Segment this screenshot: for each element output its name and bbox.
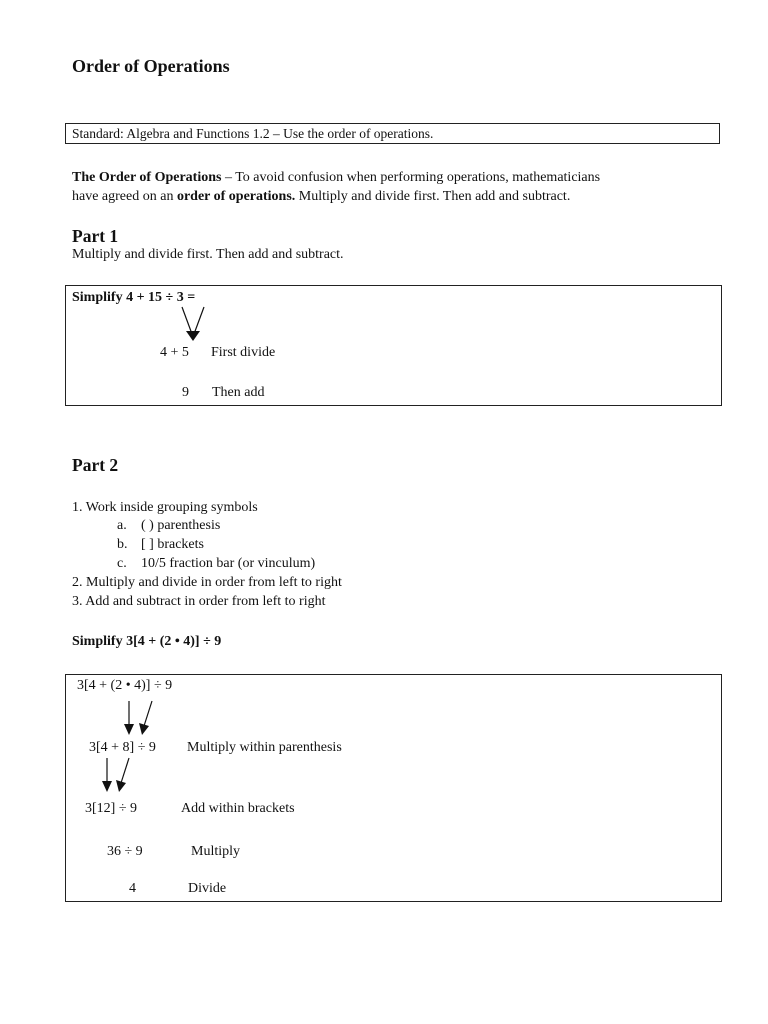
part2-step4-expr: 36 ÷ 9 [107,844,143,859]
intro-line2-start: have agreed on an [72,189,177,204]
part1-rule: Multiply and divide first. Then add and subtract. [72,247,344,262]
page-title: Order of Operations [72,56,230,76]
standard-box [65,123,720,144]
part2-subitem-a-text: ( ) parenthesis [141,518,221,533]
part2-rule-1: 1. Work inside grouping symbols [72,500,258,515]
part2-step4-note: Multiply [191,844,241,859]
part1-step1-expr: 4 + 5 [160,345,189,360]
intro-line-1 [72,168,600,187]
part2-step3-note: Add within brackets [181,801,295,816]
part2-step2-note: Multiply within parenthesis [187,740,342,755]
part2-rule-3: 3. Add and subtract in order from left to right [72,594,326,609]
part2-subitem-b-marker: b. [117,537,128,552]
part2-step3-expr: 3[12] ÷ 9 [85,801,138,816]
intro-bold-phrase: order of operations. [176,189,296,204]
intro-term: The Order of Operations [72,170,222,185]
part1-step2-note: Then add [212,385,265,400]
part2-problem: Simplify 3[4 + (2 • 4)] ÷ 9 [72,634,222,649]
part2-example-box [65,674,722,902]
part2-step1-expr: 3[4 + (2 • 4)] ÷ 9 [77,678,173,693]
part1-heading: Part 1 [72,226,119,246]
part2-rule-2: 2. Multiply and divide in order from left to right [72,575,342,590]
intro-dash-text: – To avoid confusion when performing operations, mathematicians [221,170,601,185]
part1-step1-note: First divide [211,345,276,360]
part2-step5-note: Divide [188,881,227,896]
standard-text: Standard: Algebra and Functions 1.2 – Use the order of operations. [72,126,434,141]
part1-problem: Simplify 4 + 15 ÷ 3 = [72,290,196,305]
part2-subitem-c-text: 10/5 fraction bar (or vinculum) [141,556,316,571]
part2-subitem-a-marker: a. [117,518,127,533]
part2-heading: Part 2 [72,455,119,475]
intro-line2-end: Multiply and divide first. Then add and subtract. [295,189,571,204]
part2-subitem-c-marker: c. [117,556,127,571]
part1-step2-expr: 9 [182,385,189,400]
intro-line-2 [72,187,600,206]
part2-step2-expr: 3[4 + 8] ÷ 9 [89,740,156,755]
part2-step5-expr: 4 [129,881,136,896]
part2-subitem-b-text: [ ] brackets [141,537,204,552]
intro-paragraph [72,168,600,206]
